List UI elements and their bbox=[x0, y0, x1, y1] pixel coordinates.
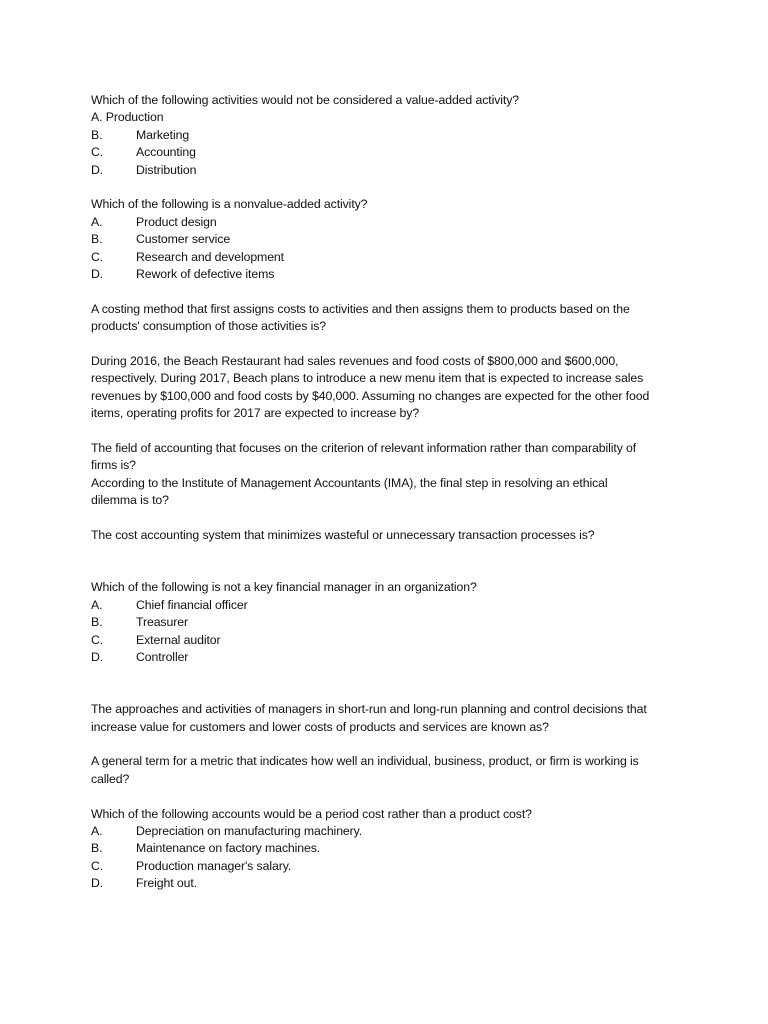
question-block bbox=[91, 92, 691, 179]
option-letter: B. bbox=[91, 841, 103, 856]
option-a: A. Production bbox=[91, 110, 164, 125]
option-text: Treasurer bbox=[136, 615, 188, 630]
option-text: Production manager's salary. bbox=[136, 858, 292, 873]
question-line: A general term for a metric that indicates how well an individual, business, product, or firm is working is bbox=[91, 754, 639, 769]
option-a bbox=[91, 214, 691, 231]
option-a bbox=[91, 597, 691, 614]
question-line: called? bbox=[91, 771, 130, 786]
option-letter: B. bbox=[91, 615, 103, 630]
question-line: The approaches and activities of managers in short-run and long-run planning and control decisions that bbox=[91, 702, 647, 717]
option-letter: A. bbox=[91, 823, 103, 838]
option-text: Maintenance on factory machines. bbox=[136, 841, 321, 856]
question-line: items, operating profits for 2017 are expected to increase by? bbox=[91, 406, 420, 421]
option-c bbox=[91, 858, 691, 875]
question-block bbox=[91, 701, 691, 736]
option-text: External auditor bbox=[136, 632, 221, 647]
option-text: Chief financial officer bbox=[136, 597, 248, 612]
option-b bbox=[91, 127, 691, 144]
option-letter: C. bbox=[91, 145, 104, 160]
option-letter: D. bbox=[91, 267, 104, 282]
option-d bbox=[91, 649, 691, 666]
question-block bbox=[91, 579, 691, 666]
question-line: products' consumption of those activities is? bbox=[91, 319, 327, 334]
question-block bbox=[91, 753, 691, 788]
option-text: Customer service bbox=[136, 232, 231, 247]
option-letter: D. bbox=[91, 162, 104, 177]
option-c bbox=[91, 144, 691, 161]
option-text: Research and development bbox=[136, 249, 284, 264]
option-text: Product design bbox=[136, 214, 217, 229]
option-a bbox=[91, 823, 691, 840]
document-page bbox=[91, 92, 691, 893]
option-text: Marketing bbox=[136, 127, 190, 142]
question-line: During 2016, the Beach Restaurant had sales revenues and food costs of $800,000 and $600,000, bbox=[91, 354, 619, 369]
question-text: Which of the following is not a key financial manager in an organization? bbox=[91, 580, 477, 595]
question-text: Which of the following activities would not be considered a value-added activity? bbox=[91, 93, 520, 107]
option-c bbox=[91, 632, 691, 649]
question-text: Which of the following is a nonvalue-added activity? bbox=[91, 197, 368, 212]
question-line: revenues by $100,000 and food costs by $40,000. Assuming no changes are expected for the other food bbox=[91, 388, 650, 403]
question-line: dilemma is to? bbox=[91, 493, 169, 508]
option-letter: A. bbox=[91, 597, 103, 612]
question-block bbox=[91, 475, 691, 510]
option-letter: D. bbox=[91, 876, 104, 891]
option-b bbox=[91, 614, 691, 631]
option-text: Controller bbox=[136, 649, 189, 664]
option-b bbox=[91, 840, 691, 857]
option-text: Rework of defective items bbox=[136, 267, 275, 282]
option-text: Distribution bbox=[136, 162, 197, 177]
option-letter: B. bbox=[91, 127, 103, 142]
option-letter: C. bbox=[91, 858, 104, 873]
question-line: The field of accounting that focuses on the criterion of relevant information rather than comparability of bbox=[91, 441, 637, 456]
question-line: The cost accounting system that minimizes wasteful or unnecessary transaction processes is? bbox=[91, 528, 595, 543]
question-block bbox=[91, 301, 691, 336]
option-text: Depreciation on manufacturing machinery. bbox=[136, 823, 363, 838]
question-line: According to the Institute of Management Accountants (IMA), the final step in resolving an ethical bbox=[91, 475, 608, 490]
option-d bbox=[91, 266, 691, 283]
option-text: Freight out. bbox=[136, 876, 197, 891]
option-letter: D. bbox=[91, 649, 104, 664]
option-text: Accounting bbox=[136, 145, 196, 160]
question-block bbox=[91, 440, 691, 475]
question-line: increase value for customers and lower costs of products and services are known as? bbox=[91, 719, 549, 734]
question-block bbox=[91, 527, 691, 544]
question-line: firms is? bbox=[91, 458, 136, 473]
option-letter: A. bbox=[91, 214, 103, 229]
question-text: Which of the following accounts would be a period cost rather than a product cost? bbox=[91, 806, 532, 821]
question-block bbox=[91, 353, 691, 423]
option-b bbox=[91, 231, 691, 248]
option-letter: C. bbox=[91, 249, 104, 264]
option-d bbox=[91, 875, 691, 892]
option-c bbox=[91, 249, 691, 266]
question-block bbox=[91, 196, 691, 283]
option-letter: C. bbox=[91, 632, 104, 647]
question-line: respectively. During 2017, Beach plans to introduce a new menu item that is expected to increase sales bbox=[91, 371, 644, 386]
question-block bbox=[91, 806, 691, 893]
option-letter: B. bbox=[91, 232, 103, 247]
option-d bbox=[91, 162, 691, 179]
question-line: A costing method that first assigns costs to activities and then assigns them to products based on the bbox=[91, 301, 630, 316]
